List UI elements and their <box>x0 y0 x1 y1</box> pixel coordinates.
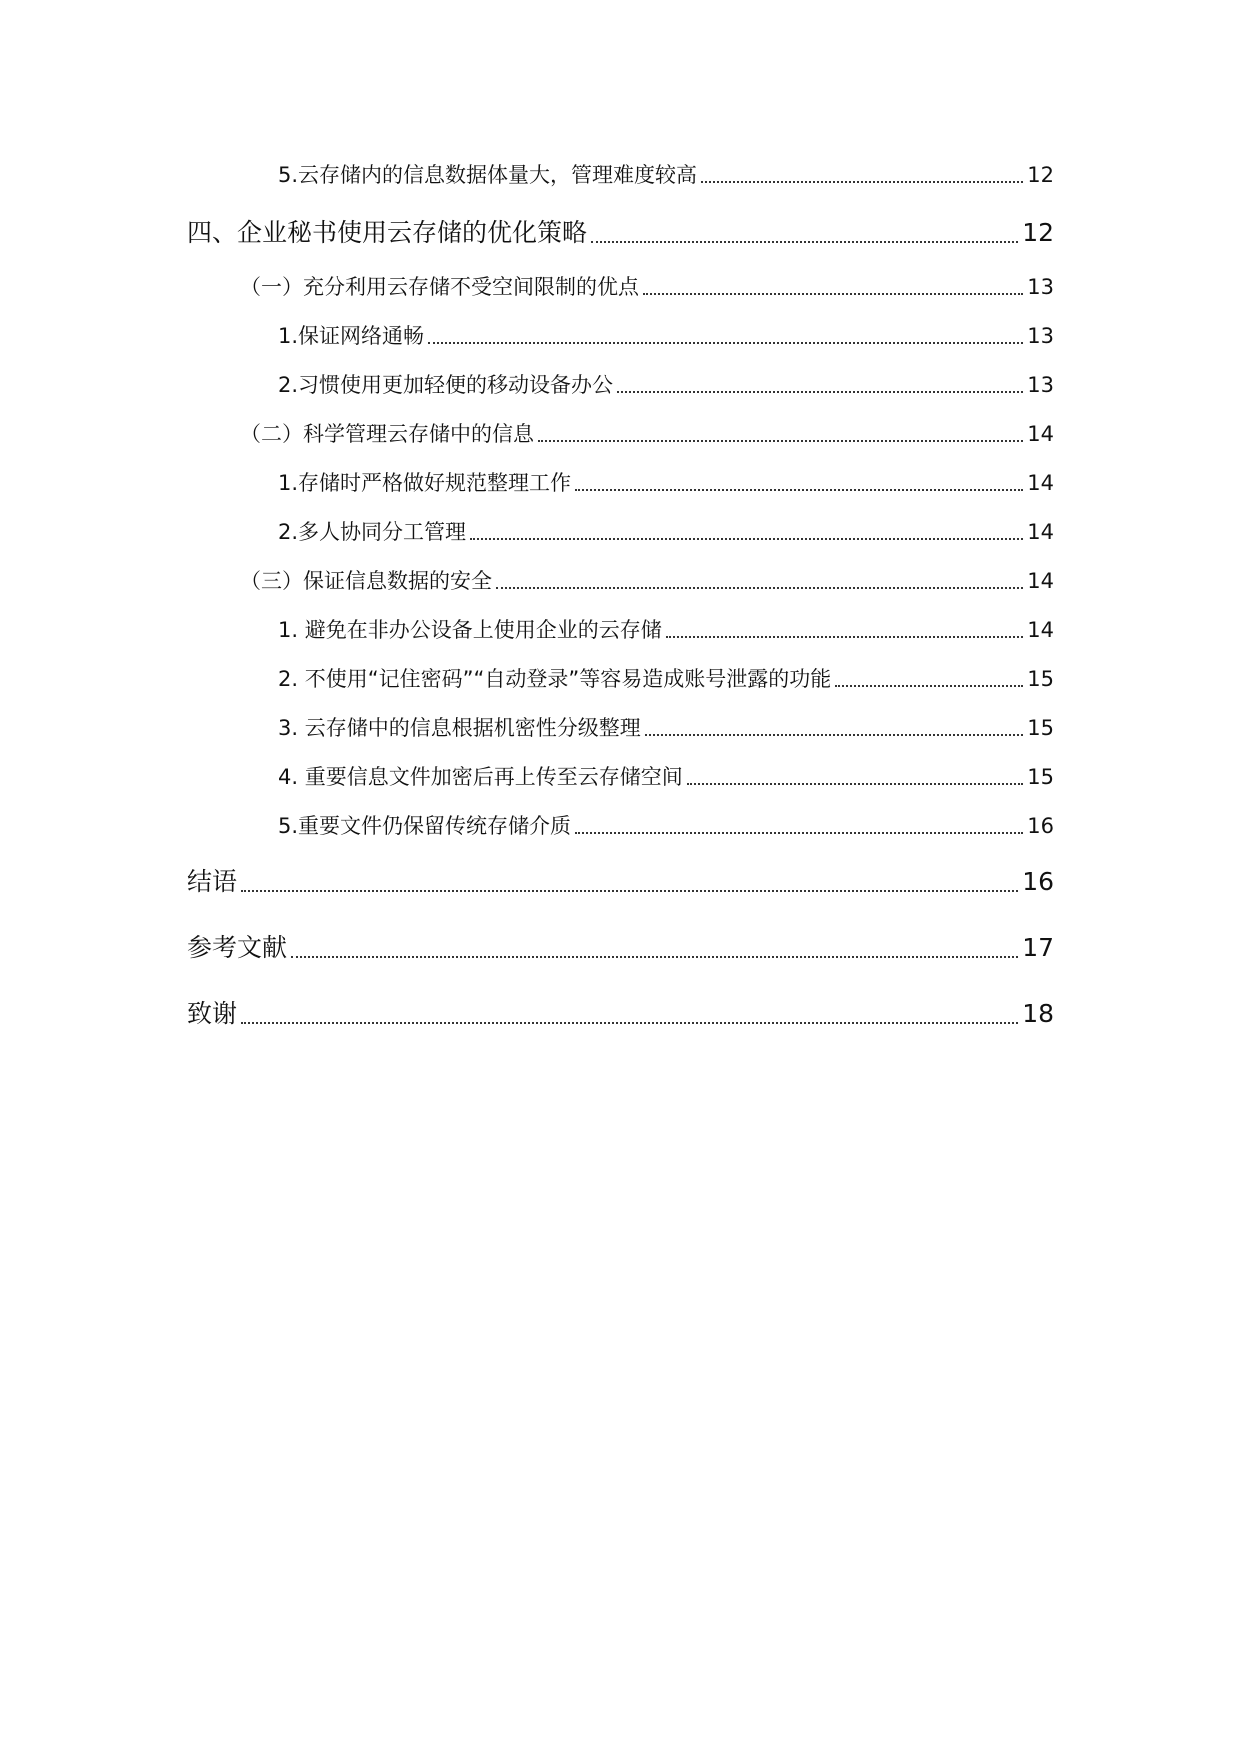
toc-dot-leader <box>575 489 1023 491</box>
toc-entry-section-2[interactable] <box>240 420 1054 448</box>
toc-entry-text: 结语 <box>187 867 238 896</box>
toc-page-number: 14 <box>1027 520 1054 544</box>
toc-entry-3-5[interactable] <box>278 161 1054 189</box>
toc-entry-section-1[interactable] <box>240 273 1054 301</box>
toc-entry-chapter-4[interactable] <box>187 216 1054 250</box>
toc-dot-leader <box>701 181 1023 183</box>
toc-dot-leader <box>575 832 1023 834</box>
toc-entry-references[interactable] <box>187 931 1054 965</box>
toc-dot-leader <box>645 734 1024 736</box>
toc-entry-item[interactable] <box>278 812 1054 840</box>
toc-entry-section-3[interactable] <box>240 567 1054 595</box>
toc-entry-text: 4. 重要信息文件加密后再上传至云存储空间 <box>278 765 683 789</box>
toc-entry-item[interactable] <box>278 763 1054 791</box>
toc-entry-item[interactable] <box>278 518 1054 546</box>
toc-dot-leader <box>496 587 1023 589</box>
toc-entry-item[interactable] <box>278 322 1054 350</box>
toc-page-number: 14 <box>1027 569 1054 593</box>
toc-dot-leader <box>687 783 1024 785</box>
toc-entry-text: 1.保证网络通畅 <box>278 324 425 348</box>
toc-entry-text: （三）保证信息数据的安全 <box>240 569 492 593</box>
toc-entry-item[interactable] <box>278 665 1054 693</box>
toc-entry-item[interactable] <box>278 616 1054 644</box>
toc-entry-acknowledgements[interactable] <box>187 997 1054 1031</box>
toc-entry-text: 2.习惯使用更加轻便的移动设备办公 <box>278 373 614 397</box>
toc-page-number: 16 <box>1022 867 1054 896</box>
toc-entry-conclusion[interactable] <box>187 865 1054 899</box>
toc-entry-item[interactable] <box>278 371 1054 399</box>
toc-page-number: 15 <box>1027 667 1054 691</box>
toc-dot-leader <box>538 440 1023 442</box>
toc-entry-text: 5.云存储内的信息数据体量大，管理难度较高 <box>278 163 698 187</box>
toc-entry-text: （一）充分利用云存储不受空间限制的优点 <box>240 275 639 299</box>
toc-entry-text: 2. 不使用“记住密码”“自动登录”等容易造成账号泄露的功能 <box>278 667 832 691</box>
toc-dot-leader <box>428 342 1023 344</box>
toc-page-number: 14 <box>1027 618 1054 642</box>
toc-dot-leader <box>470 538 1023 540</box>
toc-page-number: 12 <box>1027 163 1054 187</box>
toc-entry-item[interactable] <box>278 714 1054 742</box>
toc-entry-text: 1. 避免在非办公设备上使用企业的云存储 <box>278 618 662 642</box>
toc-dot-leader <box>241 1022 1018 1024</box>
toc-page-number: 13 <box>1027 373 1054 397</box>
toc-page-number: 18 <box>1022 999 1054 1028</box>
toc-dot-leader <box>643 293 1023 295</box>
toc-entry-item[interactable] <box>278 469 1054 497</box>
toc-page-number: 16 <box>1027 814 1054 838</box>
toc-entry-text: 参考文献 <box>187 933 288 962</box>
toc-entry-text: 3. 云存储中的信息根据机密性分级整理 <box>278 716 641 740</box>
toc-dot-leader <box>291 956 1018 958</box>
toc-dot-leader <box>241 890 1018 892</box>
toc-entry-text: 四、企业秘书使用云存储的优化策略 <box>187 218 588 247</box>
toc-dot-leader <box>666 636 1024 638</box>
toc-entry-text: 致谢 <box>187 999 238 1028</box>
toc-page-number: 17 <box>1022 933 1054 962</box>
toc-entry-text: （二）科学管理云存储中的信息 <box>240 422 534 446</box>
toc-page-number: 14 <box>1027 422 1054 446</box>
toc-page-number: 15 <box>1027 716 1054 740</box>
toc-entry-text: 5.重要文件仍保留传统存储介质 <box>278 814 572 838</box>
toc-page-number: 15 <box>1027 765 1054 789</box>
toc-page-number: 12 <box>1022 218 1054 247</box>
toc-dot-leader <box>617 391 1023 393</box>
toc-page-number: 14 <box>1027 471 1054 495</box>
toc-dot-leader <box>591 241 1018 243</box>
toc-dot-leader <box>835 685 1023 687</box>
toc-entry-text: 1.存储时严格做好规范整理工作 <box>278 471 572 495</box>
toc-page-number: 13 <box>1027 324 1054 348</box>
toc-page-number: 13 <box>1027 275 1054 299</box>
toc-entry-text: 2.多人协同分工管理 <box>278 520 467 544</box>
